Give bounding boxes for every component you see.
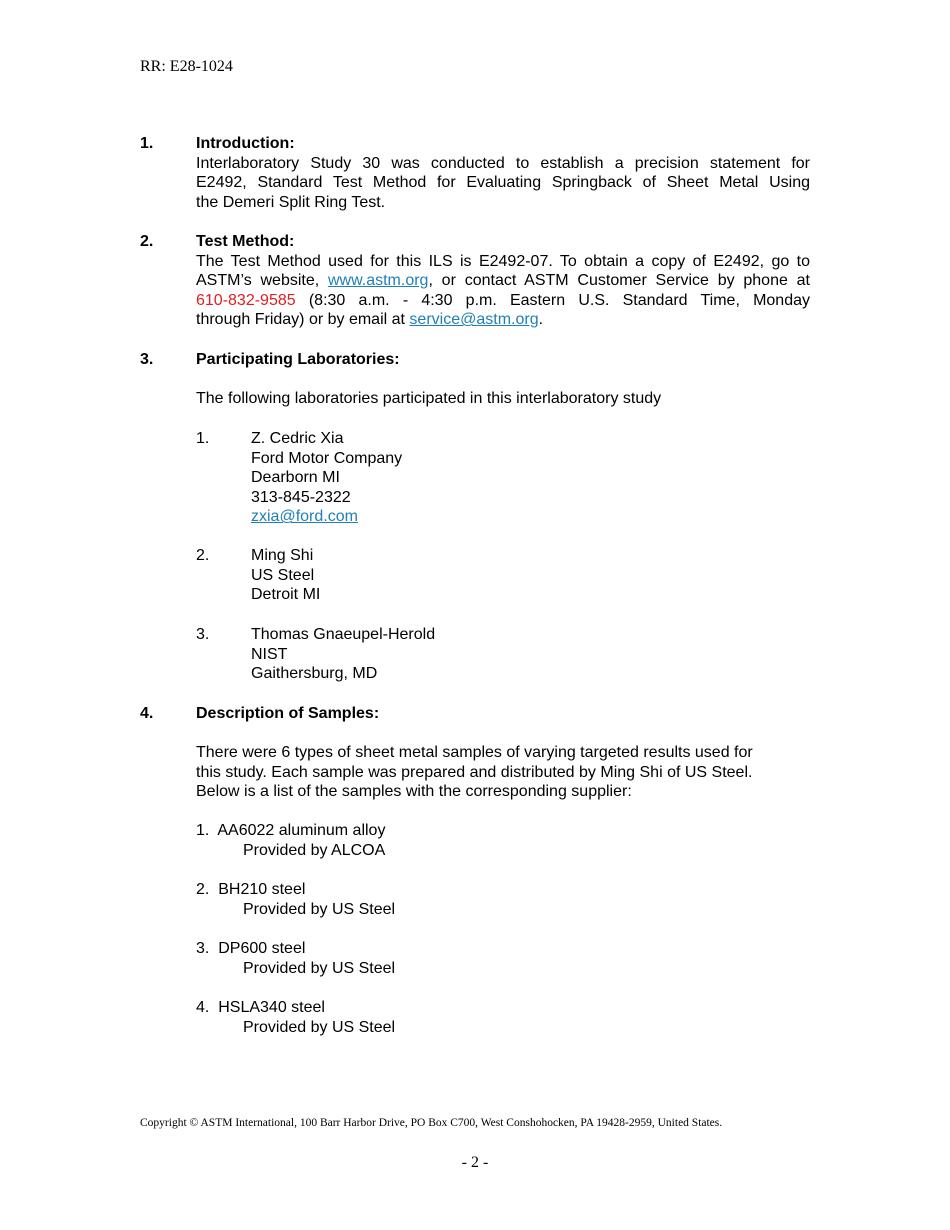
copyright-footer: Copyright © ASTM International, 100 Barr Harbor Drive, PO Box C700, West Conshohocken, PA 19428-2959, United States. [140, 1117, 723, 1129]
paragraph-line [196, 291, 810, 311]
paragraph-line: the Demeri Split Ring Test. [196, 193, 386, 211]
lab-entry [251, 429, 402, 527]
section-title-introduction: Introduction: [196, 135, 295, 152]
lab-number: 3. [196, 626, 210, 643]
lab-line: 313-845-2322 [251, 488, 351, 506]
lab-line: Dearborn MI [251, 469, 340, 487]
lab-number: 2. [196, 547, 210, 564]
paragraph-line: There were 6 types of sheet metal samples of varying targeted results used for [196, 744, 753, 761]
paragraph-line [196, 310, 810, 330]
paragraph-line: Interlaboratory Study 30 was conducted to establish a precision statement for [196, 154, 810, 172]
lab-entry [251, 625, 435, 684]
lab-line: Gaithersburg, MD [251, 665, 378, 683]
lab-line: Thomas Gnaeupel-Herold [251, 626, 436, 643]
section-title-test-method: Test Method: [196, 233, 295, 250]
text-fragment: ASTM’s website, [196, 272, 328, 290]
page-number: - 2 - [461, 1154, 489, 1171]
introduction-paragraph [196, 154, 810, 213]
text-fragment: (8:30 a.m. - 4:30 p.m. Eastern U.S. Standard Time, Monday [295, 291, 810, 309]
text-fragment: through Friday) or by email at [196, 311, 410, 329]
samples-paragraph [196, 743, 753, 802]
lab-number: 1. [196, 430, 210, 447]
section-number-labs: 3. [140, 351, 154, 368]
lab-line: Z. Cedric Xia [251, 430, 344, 447]
sample-provider: Provided by ALCOA [243, 842, 386, 859]
phone-number: 610-832-9585 [196, 291, 296, 309]
test-method-paragraph [196, 252, 810, 330]
lab-line: Ming Shi [251, 547, 314, 564]
section-title-labs: Participating Laboratories: [196, 351, 400, 368]
service-email-link[interactable]: service@astm.org [409, 311, 539, 329]
sample-provider: Provided by US Steel [243, 901, 396, 918]
paragraph-line: Below is a list of the samples with the corresponding supplier: [196, 783, 632, 801]
text-fragment: , or contact ASTM Customer Service by phone at [428, 272, 810, 290]
paragraph-line [196, 271, 810, 291]
lab-entry [251, 546, 320, 605]
lab-line: US Steel [251, 566, 315, 584]
sample-title: 1. AA6022 aluminum alloy [196, 822, 386, 839]
sample-provider: Provided by US Steel [243, 960, 396, 977]
sample-title: 3. DP600 steel [196, 940, 306, 957]
lab-email-link[interactable]: zxia@ford.com [251, 508, 358, 526]
section-title-samples: Description of Samples: [196, 705, 380, 722]
sample-title: 4. HSLA340 steel [196, 999, 325, 1016]
sample-provider: Provided by US Steel [243, 1019, 396, 1036]
paragraph-line: this study. Each sample was prepared and distributed by Ming Shi of US Steel. [196, 763, 753, 781]
text-fragment: . [538, 311, 544, 329]
lab-line: Detroit MI [251, 586, 321, 604]
labs-intro: The following laboratories participated in this interlaboratory study [196, 390, 662, 407]
lab-line: Ford Motor Company [251, 449, 403, 467]
section-number-introduction: 1. [140, 135, 154, 152]
paragraph-line: E2492, Standard Test Method for Evaluating Springback of Sheet Metal Using [196, 174, 810, 192]
paragraph-line: The Test Method used for this ILS is E2492-07. To obtain a copy of E2492, go to [196, 252, 810, 270]
report-id: RR: E28-1024 [140, 58, 233, 75]
sample-title: 2. BH210 steel [196, 881, 306, 898]
section-number-test-method: 2. [140, 233, 154, 250]
section-number-samples: 4. [140, 705, 154, 722]
lab-line: NIST [251, 645, 288, 663]
lab-email-row [251, 507, 402, 527]
astm-website-link[interactable]: www.astm.org [327, 272, 429, 290]
